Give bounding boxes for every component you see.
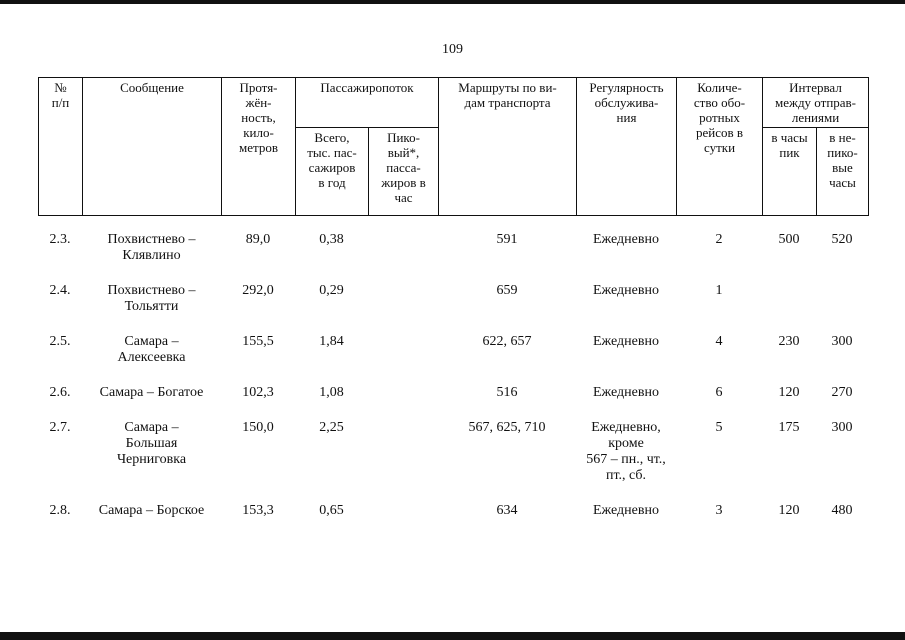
cell-interval-peak: 120 [778,385,800,400]
cell-trips: 4 [715,334,723,349]
header-trips: Количе- ство обо- ротных рейсов в сутки [677,78,763,216]
top-rule [0,0,905,4]
cell-interval-offpeak: 300 [831,420,853,435]
page-number: 109 [442,42,463,57]
cell-length: 89,0 [245,232,271,247]
header-num: № п/п [39,78,83,216]
cell-total: 0,29 [319,283,344,298]
cell-route: Самара – Борское [98,503,205,518]
cell-num: 2.4. [49,283,71,298]
cell-route: Похвистнево – Тольятти [107,283,196,314]
cell-regularity: Ежедневно [592,283,659,298]
cell-total: 0,65 [319,503,344,518]
cell-lines: 622, 657 [482,334,532,349]
cell-peak [368,232,438,283]
cell-regularity: Ежедневно [592,503,659,518]
header-passengers-peak: Пико- вый*, пасса- жиров в час [369,128,439,216]
cell-lines: 591 [496,232,518,247]
cell-length: 155,5 [242,334,274,349]
cell-interval-offpeak: 480 [831,503,853,518]
cell-num: 2.6. [49,385,71,400]
bottom-rule [0,632,905,640]
cell-interval-peak [762,283,816,334]
header-route: Сообщение [83,78,222,216]
header-length: Протя- жён- ность, кило- метров [222,78,296,216]
table-row [38,232,868,283]
cell-length: 102,3 [242,385,274,400]
cell-num: 2.3. [49,232,71,247]
cell-lines: 567, 625, 710 [468,420,546,435]
table-row [38,420,868,503]
cell-interval-offpeak: 520 [831,232,853,247]
table-row [38,334,868,385]
header-interval-peak: в часы пик [763,128,817,216]
cell-total: 1,08 [319,385,344,400]
cell-regularity: Ежедневно [592,334,659,349]
cell-peak [368,334,438,385]
cell-regularity: Ежедневно [592,232,659,247]
cell-trips: 1 [715,283,723,298]
cell-trips: 6 [715,385,723,400]
cell-trips: 3 [715,503,723,518]
table-header [38,77,869,216]
cell-route: Самара – Алексеевка [117,334,186,365]
cell-route: Похвистнево – Клявлино [107,232,196,263]
cell-lines: 634 [496,503,518,518]
table-row [38,503,868,538]
header-regularity: Регулярность обслужива- ния [577,78,677,216]
cell-length: 292,0 [242,283,274,298]
cell-interval-offpeak: 270 [831,385,853,400]
cell-interval-offpeak: 300 [831,334,853,349]
cell-interval-peak: 500 [778,232,800,247]
cell-regularity: Ежедневно [592,385,659,400]
table-row [38,385,868,420]
header-lines: Маршруты по ви- дам транспорта [439,78,577,216]
cell-num: 2.7. [49,420,71,435]
cell-total: 1,84 [319,334,344,349]
cell-peak [368,385,438,420]
cell-interval-peak: 230 [778,334,800,349]
cell-lines: 516 [496,385,518,400]
table-row [38,283,868,334]
cell-route: Самара – Богатое [99,385,204,400]
cell-interval-peak: 120 [778,503,800,518]
cell-route: Самара – Большая Черниговка [116,420,187,467]
cell-num: 2.8. [49,503,71,518]
cell-lines: 659 [496,283,518,298]
cell-interval-offpeak [816,283,868,334]
cell-peak [368,420,438,503]
cell-total: 0,38 [319,232,344,247]
table-body [38,232,868,538]
cell-interval-peak: 175 [778,420,800,435]
cell-num: 2.5. [49,334,71,349]
cell-peak [368,503,438,538]
cell-trips: 5 [715,420,723,435]
header-passengers: Пассажиропоток [296,78,439,128]
cell-regularity: Ежедневно, кроме 567 – пн., чт., пт., сб. [586,420,666,483]
cell-total: 2,25 [319,420,344,435]
cell-length: 150,0 [242,420,274,435]
header-interval: Интервал между отправ- лениями [763,78,869,128]
cell-length: 153,3 [242,503,274,518]
cell-peak [368,283,438,334]
header-interval-offpeak: в не- пико- вые часы [817,128,869,216]
header-passengers-total: Всего, тыс. пас- сажиров в год [296,128,369,216]
cell-trips: 2 [715,232,723,247]
